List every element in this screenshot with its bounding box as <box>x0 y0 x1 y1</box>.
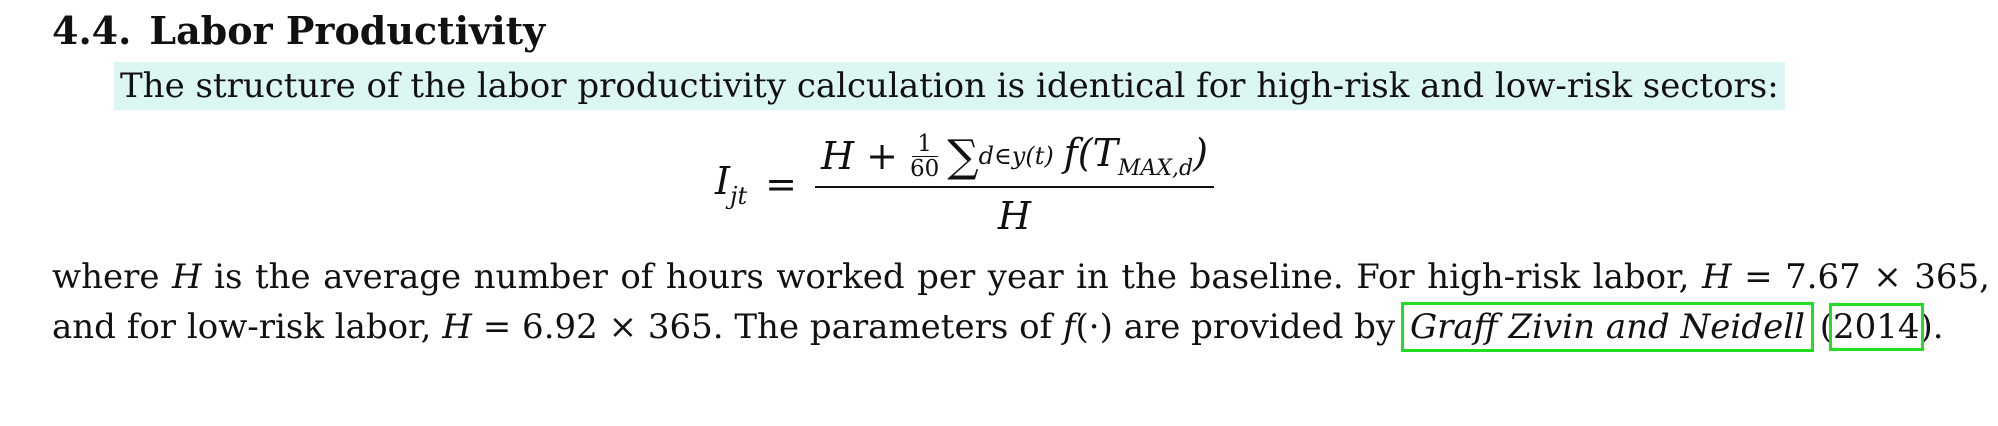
equals-sign: = <box>765 162 797 206</box>
para-text-4: = 6.92 × 365. The parameters of <box>471 307 1063 347</box>
para-text-5: (·) are provided by <box>1075 307 1406 347</box>
lhs-subscript: jt <box>730 181 748 210</box>
para-text-2: is the average number of hours worked per year in the baseline. For high-risk labor, <box>201 257 1702 297</box>
function-open: f(T <box>1063 131 1118 175</box>
var-f: f <box>1062 307 1076 347</box>
equation-lhs <box>715 159 747 210</box>
var-h-2: H <box>1701 257 1732 297</box>
fraction-denominator: H <box>997 193 1032 238</box>
section-number: 4.4. <box>52 8 132 53</box>
productivity-equation <box>715 124 1214 244</box>
function-subscript: MAX,d <box>1117 156 1194 181</box>
highlighted-intro-sentence: The structure of the labor productivity calculation is identical for high-risk and low-risk sectors: <box>114 62 1785 110</box>
var-h-3: H <box>442 307 472 347</box>
para-text-1: where <box>52 257 172 297</box>
explanation-paragraph <box>52 252 1990 352</box>
numerator-h: H <box>820 134 855 178</box>
lhs-symbol: I <box>715 158 731 203</box>
citation-year-link[interactable]: 2014 <box>1833 307 1920 347</box>
one-sixtieth-fraction <box>910 132 939 181</box>
citation-authors-link[interactable]: Graff Zivin and Neidell <box>1406 307 1809 347</box>
main-fraction <box>815 131 1214 238</box>
fraction-numerator <box>815 131 1214 186</box>
citation-paren-open: ( <box>1819 307 1834 347</box>
section-heading <box>52 8 545 53</box>
section-title: Labor Productivity <box>149 8 546 53</box>
plus-sign: + <box>866 134 898 178</box>
function-close: ) <box>1193 131 1208 175</box>
var-h-1: H <box>172 257 202 297</box>
mini-frac-numerator: 1 <box>917 130 932 157</box>
function-term <box>1064 131 1208 181</box>
para-text-3: = 7.67 × 365, and for low-risk labor, <box>52 257 1990 347</box>
mini-frac-denominator: 60 <box>909 155 940 182</box>
summation-symbol: ∑ <box>947 130 979 182</box>
citation-paren-close: ). <box>1919 307 1944 347</box>
summation-range: d∈y(t) <box>978 142 1054 170</box>
